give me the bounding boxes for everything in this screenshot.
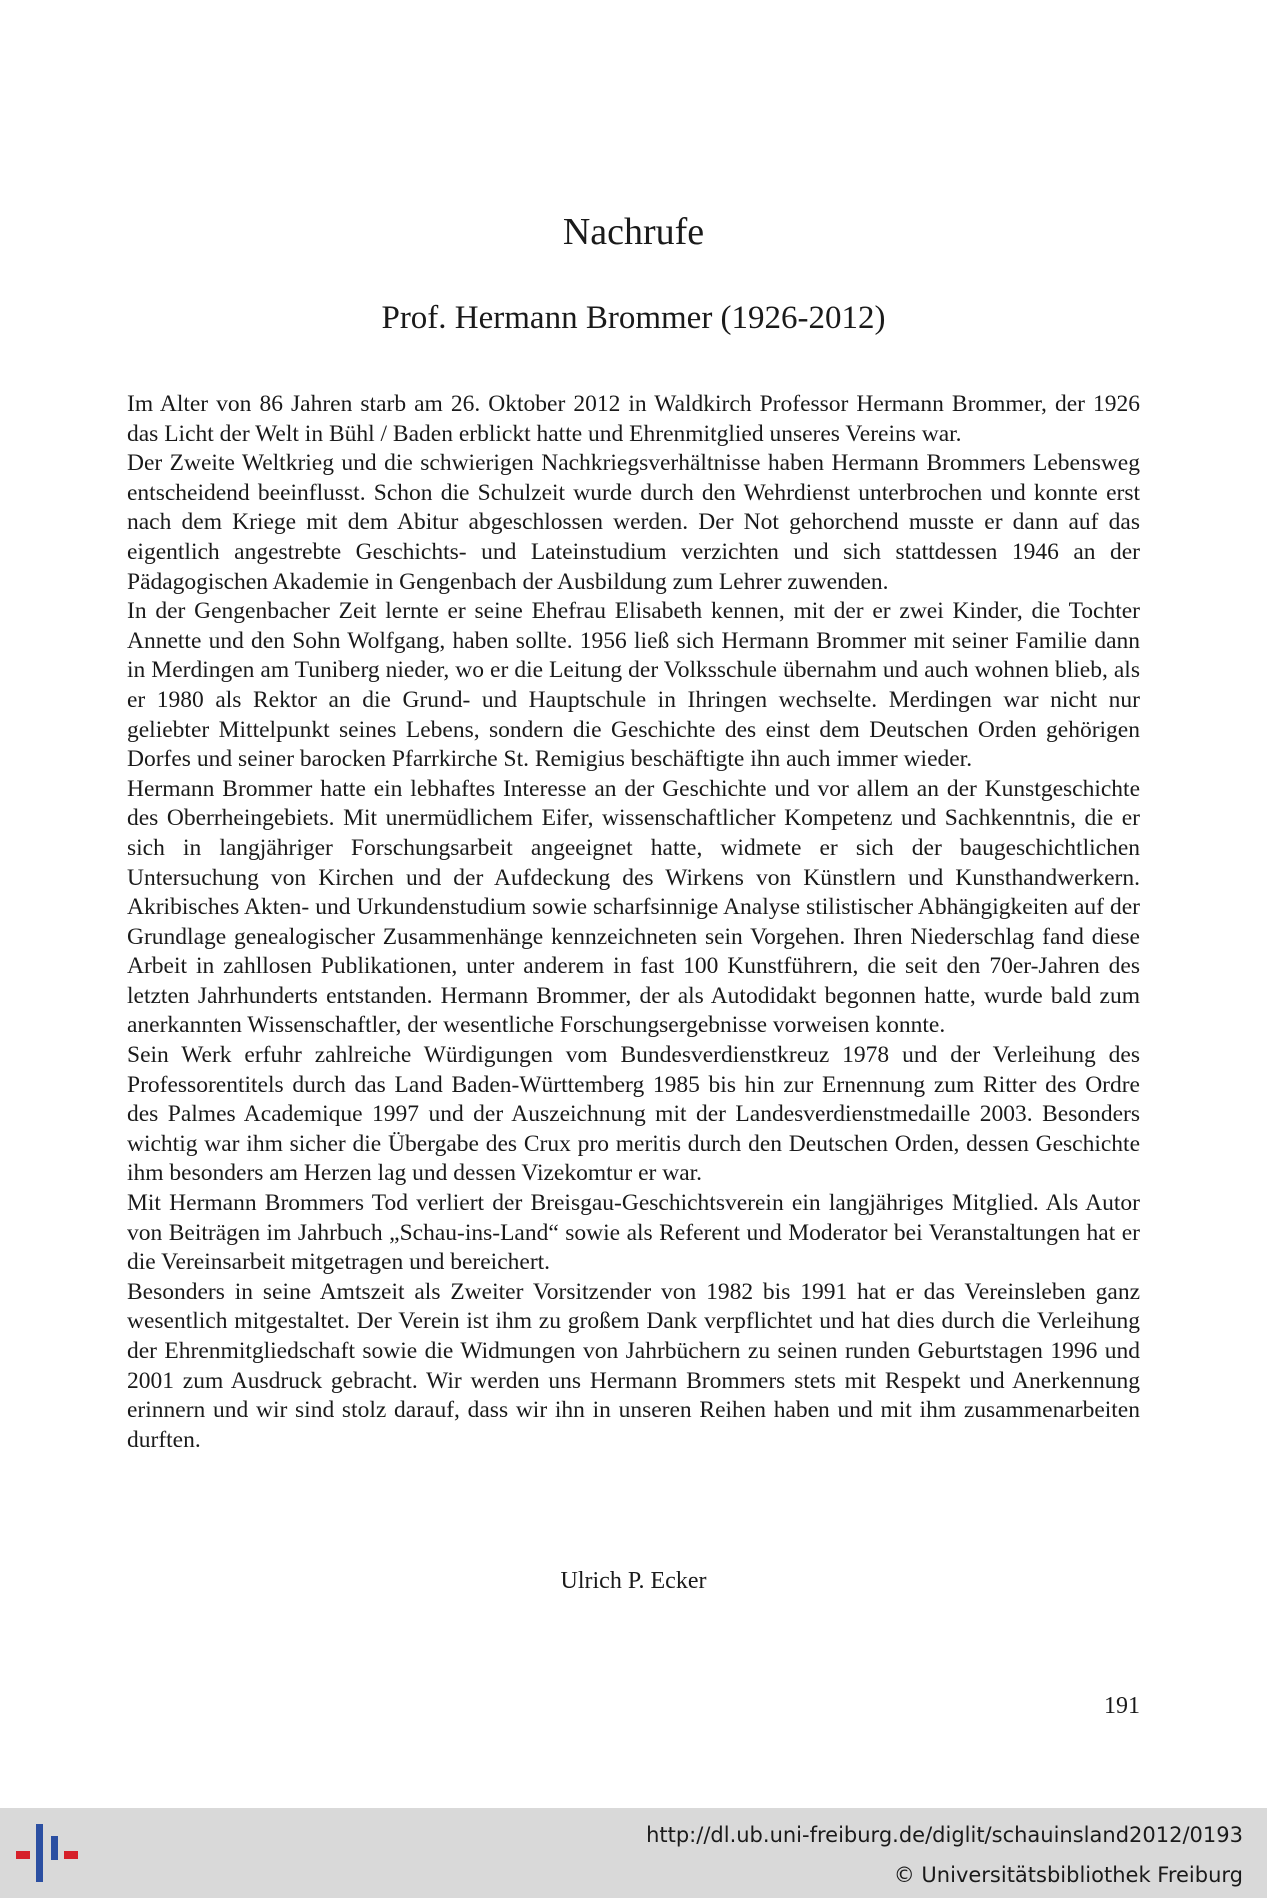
copyright-notice: © Universitätsbibliothek Freiburg [893, 1863, 1243, 1887]
paragraph: Im Alter von 86 Jahren starb am 26. Oktober 2012 in Waldkirch Professor Hermann Brommer, der 1926 das Licht der Welt in Bühl / Baden erblickt hatte und Ehrenmitglied unseres Vereins war. [127, 391, 1140, 447]
paragraph: In der Gengenbacher Zeit lernte er seine Ehefrau Elisabeth kennen, mit der er zwei Kinder, die Tochter Annette und den Sohn Wolfgang, haben sollte. 1956 ließ sich Hermann Brommer mit seiner Familie dann in Merdingen am Tuniberg nieder, wo er die Leitung der Volksschule übernahm und auch wohnen blieb, als er 1980 als Rektor an die Grund- und Hauptschule in Ihringen wechselte. Merdingen war nicht nur geliebter Mittelpunkt seines Lebens, sondern die Geschichte des einst dem Deutschen Orden gehörigen Dorfes und seiner barocken Pfarrkirche St. Remigius beschäftigte ihn auch immer wieder. [127, 598, 1140, 773]
library-footer [0, 1808, 1267, 1898]
section-title: Nachrufe [562, 211, 705, 253]
obituary-body [127, 390, 1140, 1455]
university-library-logo-icon [14, 1822, 84, 1888]
obituary-title: Prof. Hermann Brommer (1926-2012) [381, 300, 886, 336]
paragraph: Sein Werk erfuhr zahlreiche Würdigungen vom Bundesverdienstkreuz 1978 und der Verleihung des Professorentitels durch das Land Baden-Württemberg 1985 bis hin zur Ernennung zum Ritter des Ordre des Palmes Academique 1997 und der Auszeichnung mit der Landesverdienstmedaille 2003. Besonders wichtig war ihm sicher die Übergabe des Crux pro meritis durch den Deutschen Orden, dessen Geschichte ihm besonders am Herzen lag und dessen Vizekomtur er war. [127, 1042, 1140, 1187]
paragraph: Hermann Brommer hatte ein lebhaftes Interesse an der Geschichte und vor allem an der Kunstgeschichte des Oberrheingebiets. Mit unermüdlichem Eifer, wissenschaftlicher Kompetenz und Sachkenntnis, die er sich in langjähriger Forschungsarbeit angeeignet hatte, widmete er sich der baugeschichtlichen Untersuchung von Kirchen und der Aufdeckung des Wirkens von Künstlern und Kunsthandwerkern. Akribisches Akten- und Urkundenstudium sowie scharfsinnige Analyse stilistischer Abhängigkeiten auf der Grundlage genealogischer Zusammenhänge kennzeichneten sein Vorgehen. Ihren Niederschlag fand diese Arbeit in zahllosen Publikationen, unter anderem in fast 100 Kunstführern, die seit den 70er-Jahren des letzten Jahrhunderts entstanden. Hermann Brommer, der als Autodidakt begonnen hatte, wurde bald zum anerkannten Wissenschaftler, der wesentliche Forschungsergebnisse vorweisen konnte. [127, 775, 1140, 1039]
permalink-url[interactable]: http://dl.ub.uni-freiburg.de/diglit/schauinsland2012/0193 [646, 1823, 1243, 1847]
page-number: 191 [1104, 1693, 1140, 1719]
author-signature: Ulrich P. Ecker [560, 1568, 707, 1594]
paragraph: Besonders in seine Amtszeit als Zweiter Vorsitzender von 1982 bis 1991 hat er das Vereinsleben ganz wesentlich mitgestaltet. Der Verein ist ihm zu großem Dank verpflichtet und hat dies durch die Verleihung der Ehrenmitgliedschaft sowie die Widmungen von Jahrbüchern zu seinen runden Geburtstagen 1996 und 2001 zum Ausdruck gebracht. Wir werden uns Hermann Brommers stets mit Respekt und Anerkennung erinnern und wir sind stolz darauf, dass wir ihn in unseren Reihen haben und mit ihm zusammenarbeiten durften. [127, 1278, 1140, 1453]
paragraph: Der Zweite Weltkrieg und die schwierigen Nachkriegsverhältnisse haben Hermann Brommers Lebensweg entscheidend beeinflusst. Schon die Schulzeit wurde durch den Wehrdienst unterbrochen und konnte erst nach dem Kriege mit dem Abitur abgeschlossen werden. Der Not gehorchend musste er dann auf das eigentlich angestrebte Geschichts- und Lateinstudium verzichten und sich stattdessen 1946 an der Pädagogischen Akademie in Gengenbach der Ausbildung zum Lehrer zuwenden. [127, 450, 1140, 595]
paragraph: Mit Hermann Brommers Tod verliert der Breisgau-Geschichtsverein ein langjähriges Mitglied. Als Autor von Beiträgen im Jahrbuch „Schau-ins-Land“ sowie als Referent und Moderator bei Veranstaltungen hat er die Vereinsarbeit mitgetragen und bereichert. [127, 1190, 1140, 1276]
